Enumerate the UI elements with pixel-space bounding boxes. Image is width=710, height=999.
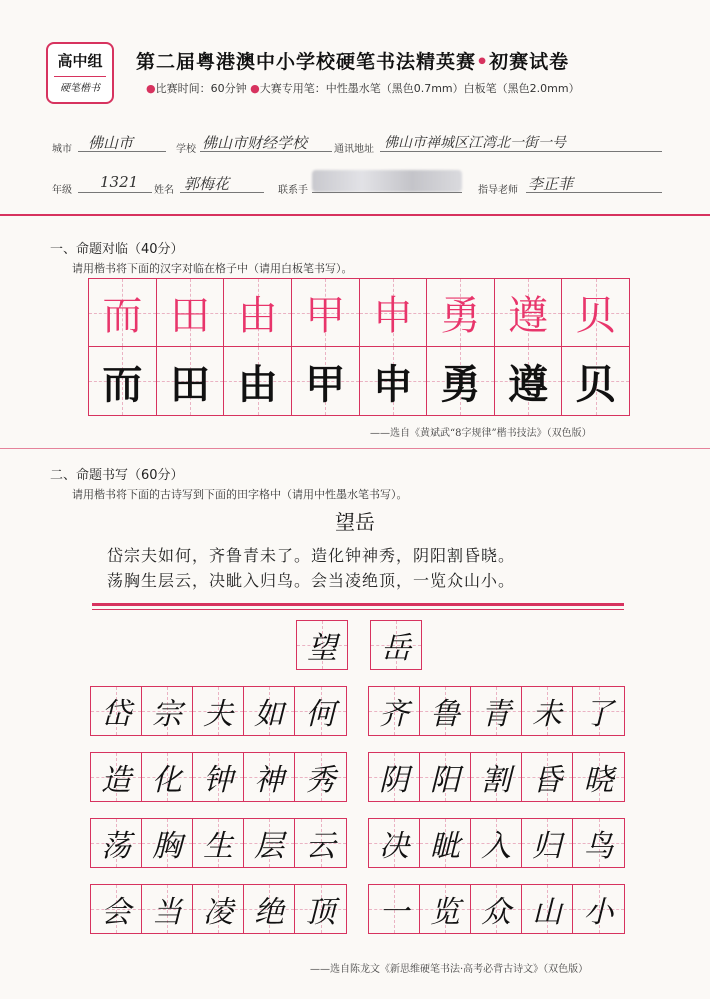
section2-instruction: 请用楷书将下面的古诗写到下面的田字格中（请用中性墨水笔书写）。 (72, 488, 408, 501)
name-value[interactable]: 郭梅花 (184, 175, 230, 193)
grid-cell[interactable] (573, 885, 624, 933)
poem-char: 青 (481, 697, 511, 732)
header-divider (0, 214, 710, 216)
poem-char: 未 (532, 697, 562, 732)
grid-cell[interactable] (573, 819, 624, 867)
poem-char: 决 (379, 829, 409, 864)
title-grid-1 (296, 620, 348, 670)
grid-cell (292, 279, 360, 346)
written-char: 贝 (575, 360, 616, 408)
model-char: 由 (237, 293, 278, 339)
grade-underline (78, 192, 152, 193)
section2-source: ——选自陈龙文《新思维硬笔书法·高考必背古诗文》（双色版） (310, 964, 589, 975)
written-char: 田 (169, 360, 210, 408)
poem-char: 宗 (152, 697, 182, 732)
grid-cell[interactable] (91, 885, 142, 933)
grid-cell[interactable] (573, 687, 624, 735)
written-char: 甲 (305, 360, 346, 408)
grid-cell[interactable] (244, 819, 295, 867)
grid-cell[interactable] (295, 819, 346, 867)
poem-char: 割 (481, 763, 511, 798)
poem-line-1: 岱宗夫如何，齐鲁青未了。造化钟神秀，阴阳割昏晓。 (107, 546, 516, 565)
poem-char: 胸 (152, 829, 182, 864)
poem-char: 当 (152, 895, 182, 930)
poem-char: 小 (583, 895, 614, 930)
poem-grid-row3-left (90, 818, 347, 868)
poem-grid-row1-right (368, 686, 625, 736)
grid-cell[interactable] (292, 347, 360, 415)
teacher-underline (526, 192, 662, 193)
poem-char: 了 (583, 697, 614, 732)
address-underline (380, 151, 662, 152)
grid-cell[interactable] (89, 347, 157, 415)
grid-cell (360, 279, 428, 346)
poem-char: 层 (254, 829, 284, 864)
grid-cell[interactable] (91, 819, 142, 867)
title-dot: • (476, 51, 490, 73)
grid-cell[interactable] (471, 753, 522, 801)
grid-cell[interactable] (142, 819, 193, 867)
grid-cell[interactable] (522, 687, 573, 735)
pen-note: 大赛专用笔：中性墨水笔（黑色0.7mm）白板笔（黑色2.0mm） (259, 82, 580, 95)
poem-char: 神 (254, 763, 284, 798)
name-underline (180, 192, 264, 193)
poem-char: 阴 (379, 763, 409, 798)
address-label: 通讯地址 (334, 144, 374, 155)
written-char: 由 (237, 360, 278, 408)
phone-redacted (312, 170, 462, 192)
poem-grid-row3-right (368, 818, 625, 868)
poem-char: 眦 (430, 829, 460, 864)
section1-heading: 一、命题对临（40分） (50, 242, 184, 257)
written-char: 勇 (440, 360, 481, 408)
grid-cell[interactable] (360, 347, 428, 415)
poem-grid-row4-left (90, 884, 347, 934)
section1-source: ——选自《黄斌武“8字规律”楷书技法》（双色版） (370, 428, 592, 439)
grid-cell[interactable] (420, 753, 471, 801)
grid-cell[interactable] (193, 885, 244, 933)
title-char: 望 (307, 631, 337, 666)
poem-grid-row1-left (90, 686, 347, 736)
badge-group-label: 高中组 (57, 52, 103, 70)
grid-cell[interactable] (142, 885, 193, 933)
poem-char: 山 (532, 895, 562, 930)
grid-cell[interactable] (295, 885, 346, 933)
title-main: 第二届粤港澳中小学校硬笔书法精英赛 (136, 51, 477, 73)
poem-char: 凌 (203, 895, 233, 930)
title-char: 岳 (381, 631, 411, 666)
badge-style-label: 硬笔楷书 (60, 83, 100, 94)
model-row (89, 279, 629, 347)
grid-cell[interactable] (522, 819, 573, 867)
phone-underline (312, 192, 462, 193)
grid-cell[interactable] (244, 687, 295, 735)
grid-cell[interactable] (369, 687, 420, 735)
poem-char: 化 (152, 763, 182, 798)
poem-char: 如 (254, 697, 284, 732)
written-char: 申 (372, 360, 413, 408)
poem-grid-row2-left (90, 752, 347, 802)
poem-char: 会 (101, 895, 131, 930)
copy-grid (88, 278, 630, 416)
poem-title: 望岳 (335, 510, 375, 534)
section1-instruction: 请用楷书将下面的汉字对临在格子中（请用白板笔书写）。 (72, 262, 353, 275)
grid-cell[interactable] (295, 753, 346, 801)
time-note: 比赛时间：60分钟 (155, 82, 247, 95)
teacher-value[interactable]: 李正菲 (528, 175, 574, 193)
poem-char: 绝 (254, 895, 284, 930)
teacher-label: 指导老师 (478, 185, 518, 196)
poem-char: 云 (305, 829, 336, 864)
address-value[interactable]: 佛山市禅城区江湾北一街一号 (384, 135, 566, 151)
bullet-icon: ● (146, 82, 156, 95)
grid-cell[interactable] (420, 885, 471, 933)
grid-cell (89, 279, 157, 346)
written-char: 而 (102, 360, 143, 408)
page-title (136, 47, 569, 74)
name-label: 姓名 (154, 185, 174, 196)
grade-value[interactable]: 1321 (100, 173, 139, 191)
poem-char: 夫 (203, 697, 233, 732)
group-badge (46, 42, 114, 104)
section-divider (0, 448, 710, 449)
poem-char: 昏 (532, 763, 562, 798)
grid-cell[interactable] (420, 819, 471, 867)
grid-cell[interactable] (562, 347, 629, 415)
grid-cell[interactable] (369, 819, 420, 867)
city-label: 城市 (52, 144, 72, 155)
model-char: 而 (102, 293, 143, 339)
poem-char: 众 (481, 895, 511, 930)
poem-char: 钟 (203, 763, 233, 798)
grid-cell[interactable] (224, 347, 292, 415)
school-label: 学校 (176, 144, 196, 155)
grid-cell (495, 279, 563, 346)
written-row (89, 347, 629, 415)
grid-cell[interactable] (427, 347, 495, 415)
poem-char: 何 (305, 697, 336, 732)
grid-cell[interactable] (244, 885, 295, 933)
poem-bar-thin (92, 609, 624, 610)
grid-cell[interactable] (193, 687, 244, 735)
phone-label: 联系手 (278, 185, 308, 196)
poem-char: 生 (203, 829, 233, 864)
section2-heading: 二、命题书写（60分） (50, 468, 184, 483)
school-value[interactable]: 佛山市财经学校 (202, 134, 308, 152)
title-grid-2 (370, 620, 422, 670)
poem-char: 造 (101, 763, 131, 798)
model-char: 遵 (508, 293, 549, 339)
poem-bar-top (92, 603, 624, 606)
poem-char: 鲁 (430, 697, 460, 732)
poem-line-2: 荡胸生层云，决眦入归鸟。会当凌绝顶，一览众山小。 (107, 571, 516, 590)
poem-char: 秀 (305, 763, 336, 798)
grid-cell[interactable] (522, 885, 573, 933)
grid-cell[interactable] (522, 753, 573, 801)
grid-cell[interactable] (157, 347, 225, 415)
grade-label: 年级 (52, 185, 72, 196)
poem-char: 览 (430, 895, 460, 930)
exam-notes (146, 80, 580, 96)
grid-cell[interactable] (244, 753, 295, 801)
bullet-icon: ● (250, 82, 260, 95)
model-char: 勇 (440, 293, 481, 339)
poem-char: 齐 (379, 697, 409, 732)
grid-cell[interactable] (91, 687, 142, 735)
grid-cell (562, 279, 629, 346)
model-char: 甲 (305, 293, 346, 339)
grid-cell[interactable] (295, 687, 346, 735)
model-char: 申 (372, 293, 413, 339)
title-suffix: 初赛试卷 (489, 51, 570, 73)
grid-cell[interactable] (193, 819, 244, 867)
grid-cell (157, 279, 225, 346)
grid-cell[interactable] (471, 885, 522, 933)
grid-cell[interactable] (91, 753, 142, 801)
grid-cell[interactable] (420, 687, 471, 735)
grid-cell[interactable] (471, 687, 522, 735)
badge-divider (54, 76, 106, 77)
grid-cell (427, 279, 495, 346)
poem-char: 岱 (101, 697, 131, 732)
written-char: 遵 (508, 360, 549, 408)
grid-cell[interactable] (573, 753, 624, 801)
poem-char: 阳 (430, 763, 460, 798)
poem-char: 入 (481, 829, 511, 864)
city-underline (78, 151, 166, 152)
poem-grid-row2-right (368, 752, 625, 802)
grid-cell[interactable] (142, 687, 193, 735)
poem-char: 一 (379, 895, 409, 930)
grid-cell[interactable] (297, 621, 347, 669)
grid-cell[interactable] (471, 819, 522, 867)
grid-cell[interactable] (142, 753, 193, 801)
model-char: 贝 (575, 293, 616, 339)
grid-cell[interactable] (369, 753, 420, 801)
grid-cell (224, 279, 292, 346)
poem-char: 顶 (305, 895, 336, 930)
school-underline (200, 151, 332, 152)
poem-char: 晓 (583, 763, 614, 798)
poem-char: 归 (532, 829, 562, 864)
poem-grid-row4-right (368, 884, 625, 934)
grid-cell[interactable] (495, 347, 563, 415)
grid-cell[interactable] (371, 621, 421, 669)
grid-cell[interactable] (369, 885, 420, 933)
model-char: 田 (169, 293, 210, 339)
poem-char: 鸟 (583, 829, 614, 864)
grid-cell[interactable] (193, 753, 244, 801)
poem-char: 荡 (101, 829, 131, 864)
city-value[interactable]: 佛山市 (88, 134, 134, 152)
